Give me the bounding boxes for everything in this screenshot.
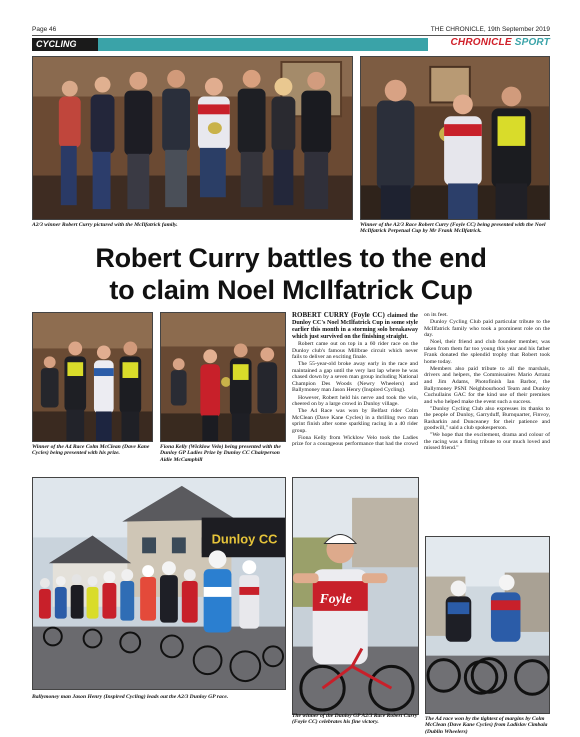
chronicle-sport-logo [430,37,550,52]
header-rule [32,35,550,36]
headline-line-2: to claim Noel McIlfatrick Cup [109,275,473,305]
photo-ladies-prize [160,312,286,442]
article-paragraph: Robert came out on top in a 60 rider race on the Dunloy club's famous Millbrae circuit which never fails to deliver an exciting finale. [292,341,418,361]
article-body [292,312,550,474]
photo-a4-sprint [425,536,550,714]
headline-line-1: Robert Curry battles to the end [95,243,487,273]
caption-bottom-mid: The winner of the Dunloy GP A2/3 Race Robert Curry (Foyle CC) celebrates his fine victory. [292,713,418,726]
article-paragraph: "We hope that the excitement, drama and colour of the racing was a fitting tribute to our much loved and missed friend." [424,432,550,452]
page-number: Page 46 [32,26,57,33]
article-byline: ROBERT CURRY (Foyle CC) [292,311,385,319]
caption-mid-left: Winner of the A4 Race Colm McClean (Dave Kane Cycles) being presented with his prize. [32,444,150,457]
article-paragraph: Dunloy Cycling Club paid particular tribute to the McIlfatrick family who took a prominent role on the day. [424,319,550,339]
headline [32,242,550,306]
photo-family-group [32,56,353,220]
brand-name: CHRONICLE [450,37,512,48]
caption-bottom-left: Ballymoney man Jason Henry (Inspired Cycling) leads out the A2/3 Dunloy GP race. [32,694,229,700]
article-paragraph: The A4 Race was won by Belfast rider Colm McClean (Dave Kane Cycles) in a thrilling two man sprint finish after some sparkling racing in a 40 rider group. [292,408,418,434]
section-band [98,38,428,51]
jersey-text: Foyle [319,590,352,606]
photo-trophy-presentation [360,56,550,220]
photo-winner-celebrates [292,477,419,715]
article-lead-text: claimed the Dunloy CC's Noel McIlfatrick Cup in some style earlier this month in a storming solo breakaway which just survived on the finishing straight. [292,313,418,340]
article-paragraph: The 55-year-old broke away early in the race and maintained a gap until the very last lap where he was chased down by a seven man group including National Champion Des Woods (Newry Wheelers) and Ballymoney man Jason Henry (Inspired Cycling). [292,361,418,394]
section-badge [32,38,98,51]
section-label: CYCLING [36,39,77,49]
article-paragraph: However, Robert held his nerve and took the win, cheered on by a large crowd in Dunloy village. [292,394,418,408]
photo-a4-prize [32,312,153,442]
caption-top-left: A2/3 winner Robert Curry pictured with the McIlfatrick family. [32,222,178,228]
article-paragraph: Noel, their friend and club founder member, was taken from them far too young this year and his father Frank donated the splendid trophy that Robert took home today. [424,339,550,365]
article-paragraph: Members also paid tribute to all the marshals, drivers and helpers, the Commissaires Mario Arranz and Jim Adams, Photofinish Ian Barbor, the Ballymoney PSNI Neighbourhood Team and Dunloy Cuchullains GAC for the kind use of their premises and who helped make the event such a success. [424,365,550,405]
article-lead [292,312,418,341]
banner-text: Dunloy CC [211,531,278,547]
caption-mid-right: Fiona Kelly (Wicklow Velo) being presented with the Dunloy GP Ladies Prize by Dunloy CC Chairperson Aidie McCamphill [160,444,281,463]
photo-race-start [32,477,286,690]
caption-bottom-right: The A4 race won by the tightest of margins by Colm McClean (Dave Kane Cycles) from Ladislav Cimbala (Dublin Wheelers) [425,716,548,735]
publication-date: THE CHRONICLE, 19th September 2019 [430,26,550,33]
brand-sub: SPORT [514,37,550,48]
article-paragraph: "Dunloy Cycling Club also expresses its thanks to the people of Dunloy, Garryduff, Burnquarter, Finvoy, Rasharkin and Dunceaney for their patience and goodwill," said a club spokesperson. [424,405,550,432]
article-paragraph: Fiona Kelly from Wicklow Velo took the Ladies prize for a courageous performance that had the crowd on its feet. [292,312,448,448]
caption-top-right: Winner of the A2/3 Race Robert Curry (Foyle CC) being presented with the Noel McIlfatrick Perpetual Cup by Mr Frank McIlfatrick. [360,222,546,235]
